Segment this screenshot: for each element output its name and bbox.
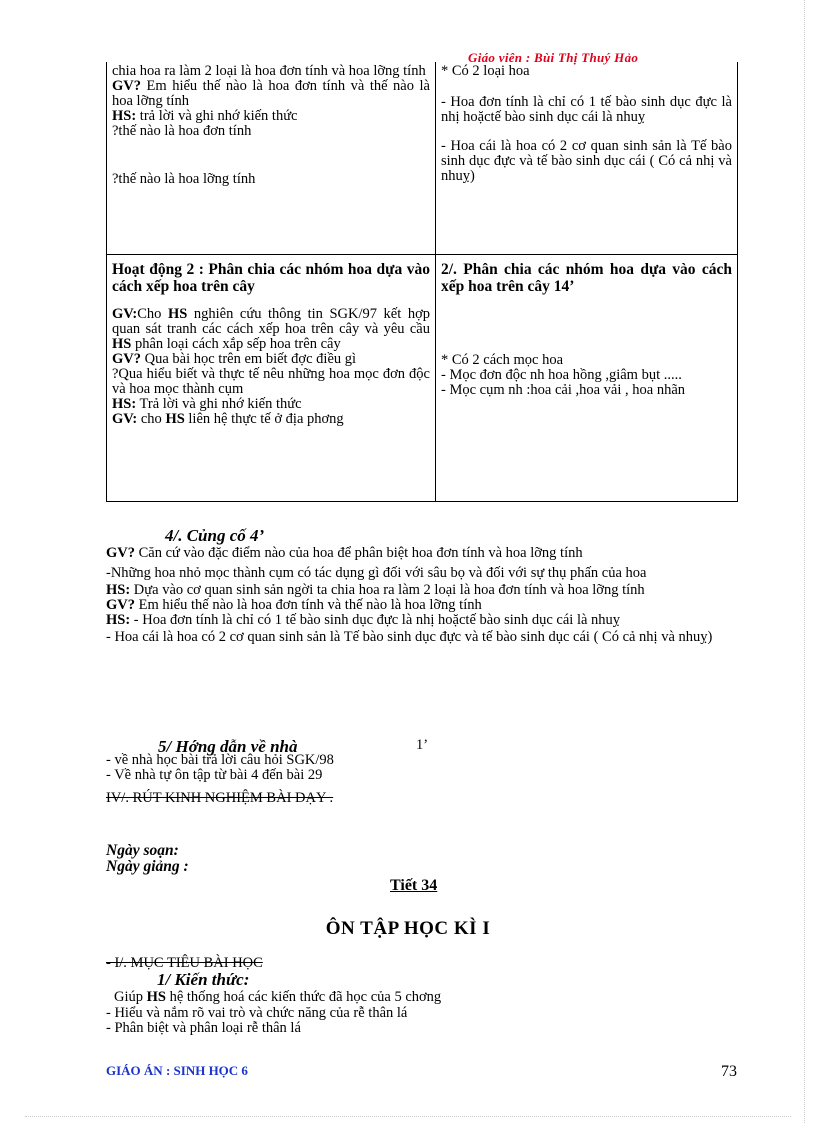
section-title: 2/. Phân chia các nhóm hoa dựa vào cách xếp hoa trên cây 14’	[441, 261, 732, 295]
footer-subject: GIÁO ÁN : SINH HỌC 6	[106, 1063, 248, 1078]
lesson-number: Tiết 34	[390, 877, 438, 894]
cungco-line: HS: - Hoa đơn tính là chỉ có 1 tế bào sinh dục đực là nhị hoặctế bào sinh dục cái là nhuỵ	[106, 612, 621, 628]
huongdan-line: - Về nhà tự ôn tập từ bài 4 đến bài 29	[106, 767, 323, 783]
left-line: ?Qua hiểu biết và thực tế nêu những hoa mọc đơn độc và hoa mọc thành cụm	[112, 366, 430, 397]
page-number: 73	[721, 1063, 737, 1080]
left-line: ?thế nào là hoa đơn tính	[112, 123, 252, 139]
muc-tieu-heading: - I/. MỤC TIÊU BÀI HỌC	[106, 955, 263, 971]
cungco-line: GV? Căn cứ vào đặc điểm nào của hoa để phân biệt hoa đơn tính và hoa lỡng tính	[106, 545, 583, 561]
lesson-table	[106, 62, 738, 502]
table-cell-left	[107, 255, 436, 502]
right-line: - Mọc cụm nh :hoa cải ,hoa vải , hoa nhãn	[441, 382, 686, 398]
table-cell-right	[436, 62, 738, 255]
left-line: GV: cho HS liên hệ thực tế ở địa phơng	[112, 411, 344, 427]
kien-thuc-heading: 1/ Kiến thức:	[157, 970, 250, 989]
huongdan-line: - về nhà học bài trả lời câu hỏi SGK/98	[106, 752, 334, 768]
dates-block	[106, 843, 189, 875]
table-cell-left	[107, 62, 436, 255]
ngay-giang: Ngày giảng :	[106, 858, 189, 875]
cungco-title: 4/. Củng cố 4’	[165, 526, 265, 545]
objectives	[106, 990, 441, 1037]
cungco-line: HS: Dựa vào cơ quan sinh sản ngời ta chia hoa ra làm 2 loại là hoa đơn tính và hoa lỡng tính	[106, 582, 645, 598]
cungco-line: -Những hoa nhỏ mọc thành cụm có tác dụng gì đối với sâu bọ và đối với sự thụ phấn của hoa	[106, 565, 647, 581]
objective-item: Giúp HS hệ thống hoá các kiến thức đã học của 5 chơng	[114, 989, 442, 1005]
huongdan-body	[106, 753, 740, 783]
rut-kinh-nghiem: IV/. RÚT KINH NGHIỆM BÀI DẠY .	[106, 790, 334, 806]
page-border-right	[804, 0, 805, 1123]
table-row	[107, 255, 738, 502]
objective-item: - Hiểu và nắm rõ vai trò và chức năng của rễ thân lá	[106, 1004, 408, 1021]
huongdan-time: 1’	[416, 737, 429, 753]
table-row	[107, 62, 738, 255]
right-line: * Có 2 loại hoa	[441, 63, 530, 79]
table-cell-right	[436, 255, 738, 502]
objective-item: - Phân biệt và phân loại rễ thân lá	[106, 1020, 301, 1036]
cungco-body	[106, 546, 740, 645]
left-line: HS: trả lời và ghi nhớ kiến thức	[112, 108, 298, 124]
left-line: ?thế nào là hoa lỡng tính	[112, 171, 256, 187]
right-line: - Hoa cái là hoa có 2 cơ quan sinh sản là Tế bào sinh dục đực và tế bào sinh dục cái ( Có cả nhị và nhuỵ)	[441, 138, 732, 184]
page-border-bottom	[25, 1116, 791, 1117]
activity-title: Hoạt động 2 : Phân chia các nhóm hoa dựa vào cách xếp hoa trên cây	[112, 261, 430, 295]
lesson-title: ÔN TẬP HỌC KÌ I	[325, 918, 491, 939]
teacher-header: Giáo viên : Bùi Thị Thuý Hảo	[468, 50, 639, 65]
left-line	[112, 79, 430, 109]
cungco-line: GV? Em hiểu thế nào là hoa đơn tính và thế nào là hoa lỡng tính	[106, 597, 482, 613]
right-line: - Mọc đơn độc nh hoa hồng ,giâm bụt .....	[441, 367, 682, 383]
left-line-text: GV? Em hiểu thế nào là hoa đơn tính và thế nào là hoa lỡng tính	[112, 78, 430, 109]
left-line: chia hoa ra làm 2 loại là hoa đơn tính và hoa lỡng tính	[112, 63, 426, 79]
right-line: * Có 2 cách mọc hoa	[441, 352, 564, 368]
huongdan-title: 5/ Hớng dẫn về nhà	[158, 737, 298, 756]
ngay-soan: Ngày soạn:	[106, 842, 179, 859]
left-line: GV? Qua bài học trên em biết đợc điều gì	[112, 351, 357, 367]
cungco-line: - Hoa cái là hoa có 2 cơ quan sinh sản là Tế bào sinh dục đực và tế bào sinh dục cái ( Có cả nhị và nhuỵ)	[106, 629, 713, 645]
right-line: - Hoa đơn tính là chỉ có 1 tế bào sinh dục đực là nhị hoặctế bào sinh dục cái là nhuỵ	[441, 94, 732, 125]
left-line: HS: Trả lời và ghi nhớ kiến thức	[112, 396, 302, 412]
left-line: GV:Cho HS nghiên cứu thông tin SGK/97 kết hợp quan sát tranh các cách xếp hoa trên cây và yêu cầu HS phân loại cách xắp sếp hoa trên cây	[112, 306, 431, 352]
